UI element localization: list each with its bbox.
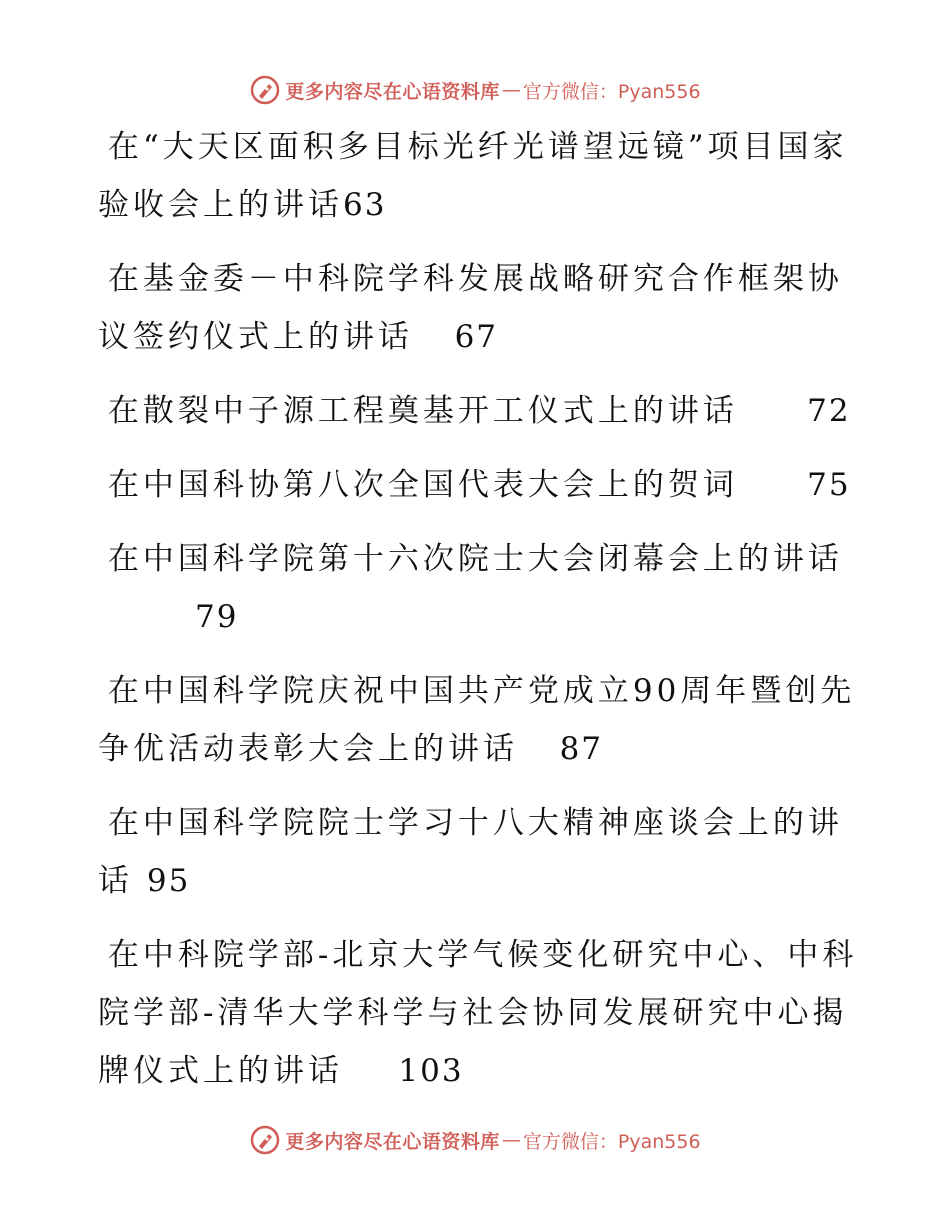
toc-entry-title: 在散裂中子源工程奠基开工仪式上的讲话 — [107, 393, 738, 429]
toc-entry-title: 在基金委－中科院学科发展战略研究合作框架协议签约仪式上的讲话 — [98, 261, 843, 355]
toc-entry-title: 在“大天区面积多目标光纤光谱望远镜”项目国家验收会上的讲话 — [98, 129, 848, 223]
toc-entry-page: 75 — [807, 467, 851, 503]
toc-entry[interactable] — [98, 118, 858, 234]
footer-watermark-text: 更多内容尽在心语资料库 — [285, 1130, 500, 1153]
header-watermark-wechat: 官方微信：Pyan556 — [522, 80, 701, 103]
toc-entry[interactable] — [98, 530, 858, 646]
header-watermark-separator: — — [501, 79, 521, 101]
header-watermark-text: 更多内容尽在心语资料库 — [285, 80, 500, 103]
toc-entry-title: 在中国科协第八次全国代表大会上的贺词 — [107, 467, 738, 503]
toc-entry-title: 在中国科学院院士学习十八大精神座谈会上的讲话 — [98, 805, 843, 899]
footer-watermark-wechat: 官方微信：Pyan556 — [522, 1130, 701, 1153]
toc-entry[interactable] — [98, 926, 858, 1100]
toc-entry-page: 87 — [559, 731, 604, 767]
toc-entry-page: 63 — [343, 187, 387, 223]
footer-watermark — [0, 1120, 950, 1160]
toc-entry[interactable] — [98, 456, 858, 514]
toc-entry[interactable] — [98, 794, 858, 910]
header-watermark — [0, 70, 950, 110]
toc-entry[interactable] — [98, 662, 858, 778]
toc-entry-page: 67 — [454, 319, 499, 355]
toc-entry[interactable] — [98, 382, 858, 440]
footer-watermark-separator: — — [501, 1129, 521, 1151]
toc-entry[interactable] — [98, 250, 858, 366]
toc-entry-page: 79 — [194, 599, 239, 635]
toc-entry-page: 95 — [146, 863, 191, 899]
toc-entry-page: 103 — [398, 1053, 464, 1089]
toc-entry-title: 在中科院学部-北京大学气候变化研究中心、中科院学部-清华大学科学与社会协同发展研究中心揭牌仪式上的讲话 — [98, 937, 858, 1089]
toc-entry-title: 在中国科学院第十六次院士大会闭幕会上的讲话 — [107, 541, 843, 577]
toc-entry-title: 在中国科学院庆祝中国共产党成立90周年暨创先争优活动表彰大会上的讲话 — [98, 673, 856, 767]
pen-nib-logo-icon — [249, 1124, 281, 1156]
pen-nib-logo-icon — [249, 74, 281, 106]
table-of-contents — [98, 118, 858, 1116]
toc-entry-page: 72 — [807, 393, 851, 429]
